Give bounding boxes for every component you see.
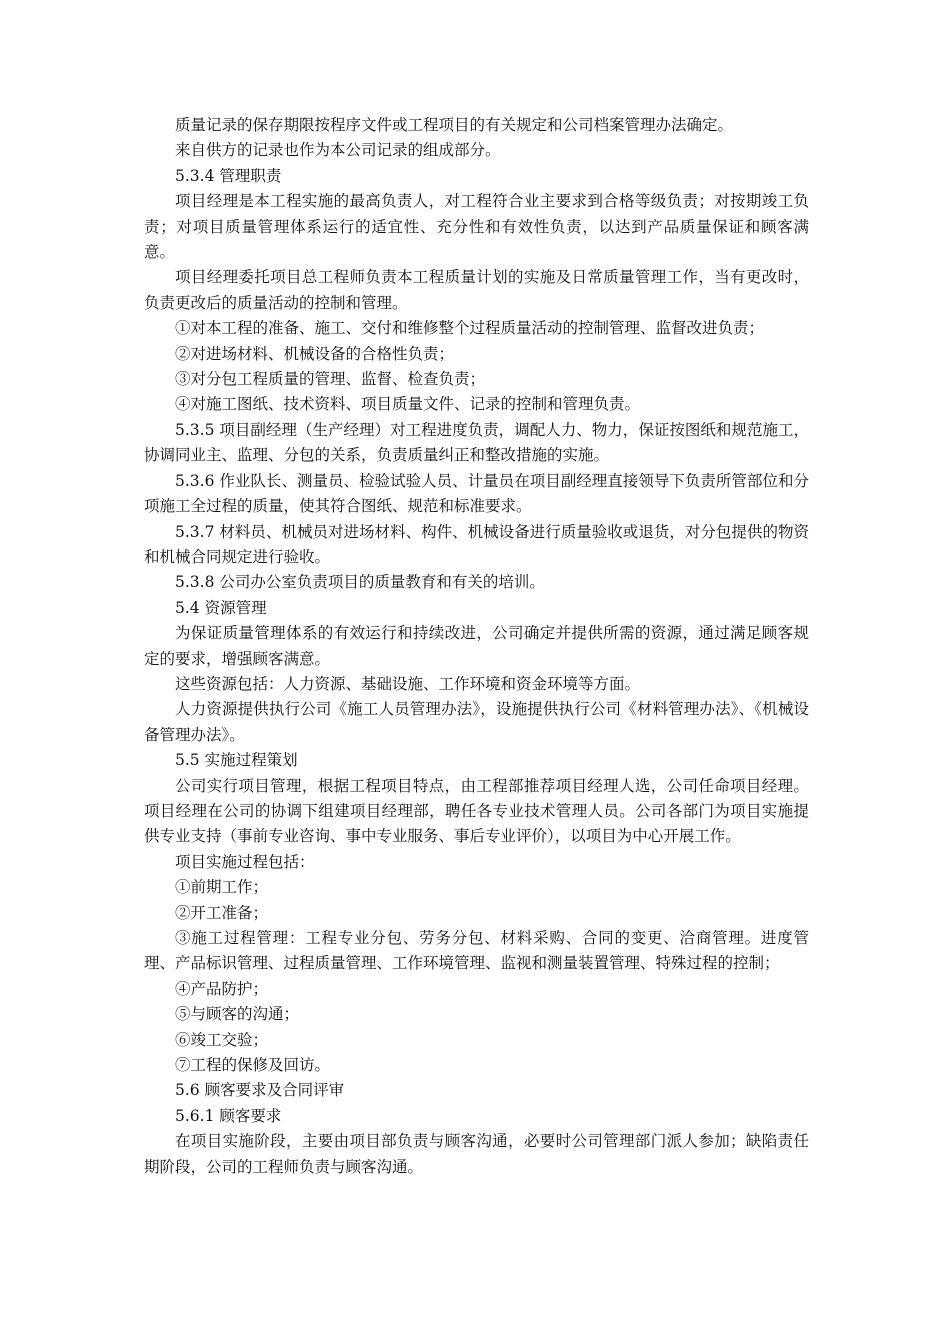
list-item: ⑦工程的保修及回访。 (175, 1056, 331, 1075)
list-item: ①对本工程的准备、施工、交付和维修整个过程质量活动的控制管理、监督改进负责； (175, 319, 765, 338)
paragraph: 这些资源包括：人力资源、基础设施、工作环境和资金环境等方面。 (175, 674, 641, 693)
list-item: ③对分包工程质量的管理、监督、检查负责； (175, 370, 486, 389)
section-heading: 5.6 顾客要求及合同评审 (175, 1081, 345, 1100)
paragraph: 公司实行项目管理，根据工程项目特点，由工程部推荐项目经理人选，公司任命项目经理。项目经理在公司的协调下组建项目经理部，聘任各专业技术管理人员。公司各部门为项目实施提供专业支持（事前专业咨询、事中专业服务、事后专业评价），以项目为中心开展工作。 (144, 776, 809, 846)
list-item: ⑤与顾客的沟通； (175, 1005, 300, 1024)
paragraph: 项目经理是本工程实施的最高负责人，对工程符合业主要求到合格等级负责；对按期竣工负责；对项目质量管理体系运行的适宜性、充分性和有效性负责，以达到产品质量保证和顾客满意。 (144, 192, 809, 262)
paragraph: 5.3.5 项目副经理（生产经理）对工程进度负责，调配人力、物力，保证按图纸和规范施工，协调同业主、监理、分包的关系，负责质量纠正和整改措施的实施。 (144, 420, 809, 465)
paragraph: 项目实施过程包括： (175, 852, 315, 871)
paragraph: 5.3.8 公司办公室负责项目的质量教育和有关的培训。 (175, 573, 545, 592)
paragraph: 5.3.6 作业队长、测量员、检验试验人员、计量员在项目副经理直接领导下负责所管部位和分项施工全过程的质量，使其符合图纸、规范和标准要求。 (144, 471, 809, 516)
paragraph: 为保证质量管理体系的有效运行和持续改进，公司确定并提供所需的资源，通过满足顾客规定的要求，增强顾客满意。 (144, 624, 809, 668)
list-item: ②对进场材料、机械设备的合格性负责； (175, 344, 455, 363)
list-item: ①前期工作； (175, 878, 269, 897)
section-heading: 5.5 实施过程策划 (175, 751, 298, 770)
section-heading: 5.4 资源管理 (175, 598, 267, 617)
paragraph: 来自供方的记录也作为本公司记录的组成部分。 (175, 141, 501, 160)
paragraph: 人力资源提供执行公司《施工人员管理办法》，设施提供执行公司《材料管理办法》、《机械设备管理办法》。 (144, 700, 809, 744)
list-item: ③施工过程管理：工程专业分包、劳务分包、材料采购、合同的变更、洽商管理。进度管理、产品标识管理、过程质量管理、工作环境管理、监视和测量装置管理、特殊过程的控制； (144, 929, 809, 973)
paragraph: 在项目实施阶段，主要由项目部负责与顾客沟通，必要时公司管理部门派人参加；缺陷责任期阶段，公司的工程师负责与顾客沟通。 (144, 1132, 809, 1176)
list-item: ②开工准备； (175, 903, 269, 922)
paragraph: 质量记录的保存期限按程序文件或工程项目的有关规定和公司档案管理办法确定。 (175, 116, 734, 134)
list-item: ④对施工图纸、技术资料、项目质量文件、记录的控制和管理负责。 (175, 395, 641, 414)
list-item: ⑥竣工交验； (175, 1030, 269, 1049)
list-item: ④产品防护； (175, 979, 269, 998)
section-heading: 5.3.4 管理职责 (175, 166, 282, 185)
document-page (144, 113, 809, 1180)
paragraph: 5.3.7 材料员、机械员对进场材料、构件、机械设备进行质量验收或退货，对分包提供的物资和机械合同规定进行验收。 (144, 522, 809, 566)
paragraph: 项目经理委托项目总工程师负责本工程质量计划的实施及日常质量管理工作，当有更改时，负责更改后的质量活动的控制和管理。 (144, 268, 809, 312)
section-heading: 5.6.1 顾客要求 (175, 1106, 282, 1125)
